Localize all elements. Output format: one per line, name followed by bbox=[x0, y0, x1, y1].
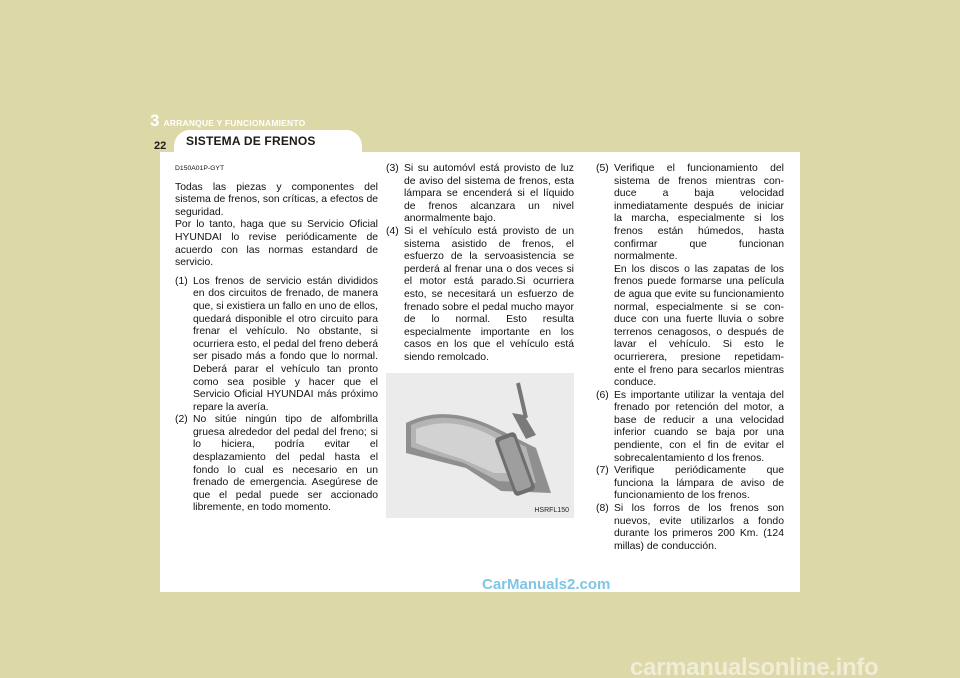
item-text: Es importante utilizar la ventaja del frenado por retención del motor, a base de reducir a una velocidad inferior cuando se baja por una pendiente, con el fin de evitar el sobrecalentamiento d los frenos. bbox=[614, 389, 784, 464]
page-number: 22 bbox=[154, 140, 167, 152]
intro-paragraph: Todas las piezas y componentes del sistema de frenos, son críticas, a efectos de seguridad. bbox=[175, 181, 378, 218]
column-3 bbox=[596, 163, 784, 553]
item-text: Si el vehículo está provisto de un sistema asistido de frenos, el esfuerzo de la servoasistencia se perderá al frenar una o dos veces si el motor está parado.Si ocurriera esto, se necesitará un esfuerzo de frenado sobre el pedal mucho mayor de lo normal. Esto resulta especialmente importante en los casos en los que el vehículo está siendo remolcado. bbox=[404, 225, 574, 363]
item-text: Si los forros de los frenos son nuevos, evite utilizarlos a fondo durante los primeros 200 Km. (124 millas) de conducción. bbox=[614, 503, 784, 552]
item-text: No sitúe ningún tipo de alfombrilla gruesa alrededor del pedal del freno; si lo hiciera, podría evitar el desplazamiento del pedal hasta el fondo lo cual es necesario en un frenado de emergencia. Asegúrese de que el pedal puede ser accionado libremente, en todo momento. bbox=[193, 414, 378, 514]
item-text-part-2: En los discos o las zapatas de los frenos puede formarse una película de agua que evite su funcionamiento normal, especialmente si se con- duce con una fuerte lluvia o sobre terrenos cenagosos, o después de lavar el vehículo. Si esto le ocurrierera, presione repetidam- ente el freno para secarlos mientras conduce. bbox=[614, 263, 784, 389]
chapter-title: ARRANQUE Y FUNCIONAMIENTO bbox=[163, 118, 306, 128]
column-2 bbox=[386, 163, 574, 365]
intro-paragraph-2: Por lo tanto, haga que su Servicio Oficial HYUNDAI lo revise periódicamente de acuerdo con las normas estandard de servicio. bbox=[175, 219, 378, 269]
brake-pedal-drawing bbox=[386, 373, 574, 518]
item-number: (4) bbox=[386, 225, 399, 237]
list-item bbox=[386, 163, 574, 226]
item-number: (8) bbox=[596, 503, 609, 515]
section-title: SISTEMA DE FRENOS bbox=[186, 134, 316, 148]
list-item bbox=[175, 414, 378, 515]
item-number: (3) bbox=[386, 163, 399, 174]
column-1 bbox=[175, 163, 378, 515]
item-number: (6) bbox=[596, 389, 609, 401]
item-text: Verifique periódicamente que funciona la lámpara de aviso de funcionamiento de los frenos. bbox=[614, 465, 784, 502]
carmanualsonline-watermark-link[interactable]: carmanualsonline.info bbox=[630, 654, 879, 678]
list-item bbox=[596, 503, 784, 553]
item-text-part-1: Verifique el funcionamiento del sistema de frenos mientras con- duce a baja velocidad inmediatamente después de iniciar la marcha, especialmente si los frenos están húmedos, hasta confirmar que funcionan normalmente. bbox=[614, 163, 784, 263]
item-number: (5) bbox=[596, 163, 609, 174]
section-code: D150A01P-GYT bbox=[175, 165, 225, 172]
item-number: (7) bbox=[596, 465, 609, 477]
carmanuals2-watermark-link[interactable]: CarManuals2.com bbox=[482, 576, 611, 593]
list-item bbox=[596, 465, 784, 503]
brake-pedal-illustration bbox=[386, 373, 574, 518]
item-text: Si su automóvl está provisto de luz de aviso del sistema de frenos, esta lámpara se encenderá si el líquido de frenos alcanzara un nivel anormalmente bajo. bbox=[404, 163, 574, 225]
item-number: (1) bbox=[175, 275, 188, 287]
list-item bbox=[596, 390, 784, 466]
item-text bbox=[614, 163, 784, 390]
chapter-header bbox=[150, 112, 305, 129]
list-item bbox=[175, 276, 378, 415]
item-text: Los frenos de servicio están divididos en dos circuitos de frenado, de manera que, si existiera un fallo en uno de ellos, quedará disponible el otro circuito para frenar el vehículo. No obstante, si ocurriera esto, el pedal del freno deberá ser pisado más a fondo que lo normal. Deberá parar el vehículo tan pronto como sea posible y hacer que el Servicio Oficial HYUNDAI más próximo repare la avería. bbox=[193, 275, 378, 413]
figure-label: HSRFL150 bbox=[534, 507, 569, 514]
list-item bbox=[596, 163, 784, 390]
item-number: (2) bbox=[175, 414, 188, 426]
list-item bbox=[386, 226, 574, 365]
chapter-number: 3 bbox=[150, 111, 160, 130]
